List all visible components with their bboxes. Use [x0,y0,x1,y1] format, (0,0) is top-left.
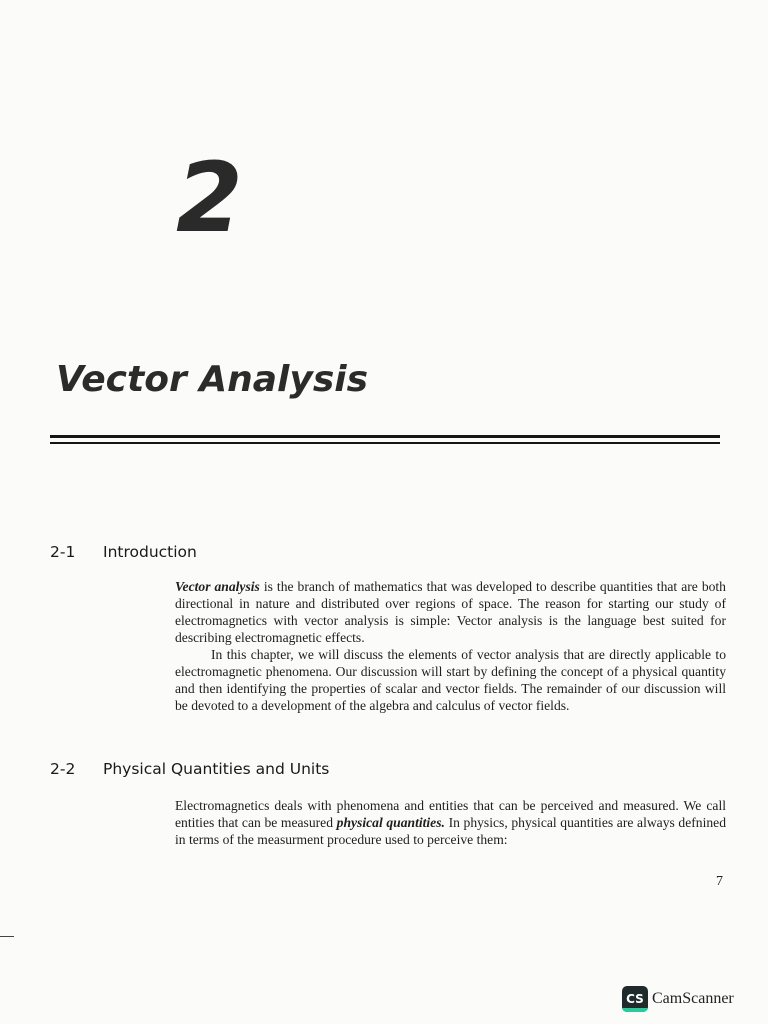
emphasis-term: physical quantities. [336,815,445,830]
logo-text: CS [626,992,644,1006]
paragraph [175,578,726,646]
introduction-body [175,578,726,714]
paragraph-text: Electromagnetics deals with phenomena and entities that can be perceived and measured. We call entities that can be measured [175,798,726,830]
section-heading-2-2 [50,760,329,778]
camscanner-watermark [622,986,734,1012]
chapter-number: 2 [176,142,241,254]
title-divider [50,435,720,445]
paragraph-text: is the branch of mathematics that was developed to describe quantities that are both directional in nature and distributed over regions of space. The reason for starting our study of electromagnetics with vector analysis is simple: Vector analysis is the language best suited for describing electromagnetic effects. [175,579,726,645]
camscanner-logo-icon [622,986,648,1012]
section-number: 2-2 [50,760,76,778]
emphasis-term: Vector analysis [175,579,260,594]
watermark-text: CamScanner [652,990,734,1007]
paragraph [175,797,726,848]
divider-line-top [50,435,720,438]
section-number: 2-1 [50,543,76,561]
section-title: Introduction [103,543,197,561]
paragraph: In this chapter, we will discuss the elements of vector analysis that are directly applicable to electromagnetic phenomena. Our discussion will start by defining the concept of a physical quantity and then identifying the properties of scalar and vector fields. The remainder of our discussion will be devoted to a development of the algebra and calculus of vector fields. [175,647,726,713]
section-title: Physical Quantities and Units [103,760,330,778]
physical-quantities-body [175,797,726,848]
divider-line-bottom [50,442,720,444]
section-heading-2-1 [50,543,197,561]
paragraph-text: In physics, physical quantities are always defnined in terms of the measurment procedure used to perceive them: [175,815,726,847]
margin-mark [0,936,14,937]
chapter-title: Vector Analysis [56,359,369,400]
page-number: 7 [716,874,723,889]
